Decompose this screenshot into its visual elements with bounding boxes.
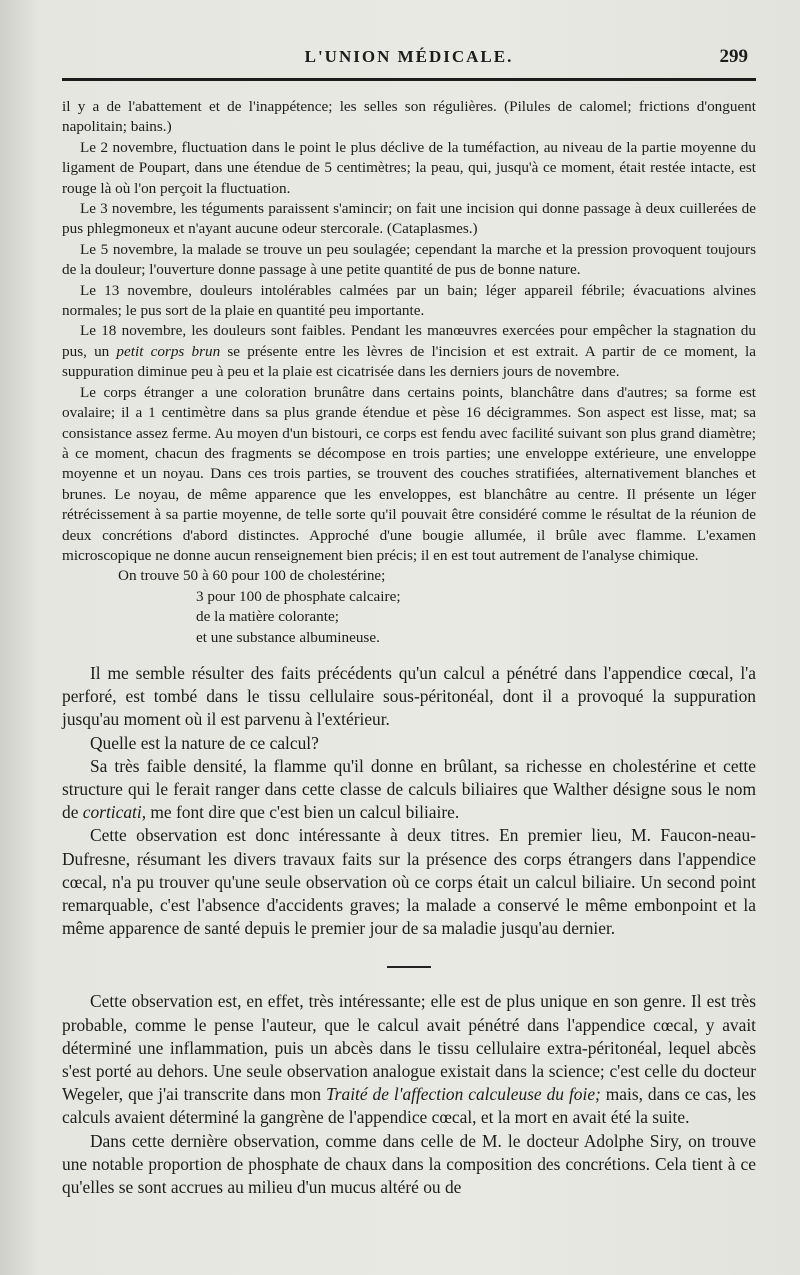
header-rule — [62, 78, 756, 81]
analysis-line-3: de la matière colorante; — [196, 608, 339, 626]
paragraph-question: Quelle est la nature de ce calcul? — [90, 732, 319, 753]
analysis-line-1: On trouve 50 à 60 pour 100 de cholestérine; — [118, 567, 386, 585]
running-head — [62, 40, 756, 74]
paragraph-foreign-body: Le corps étranger a une coloration brunâtre dans certains points, blanchâtre dans d'autres; sa forme est ovalaire; il a 1 centimètre dans sa plus grande étendue et pèse 16 décigrammes. Son aspect est lisse, mat; sa consistance assez ferme. Au moyen d'un bistouri, ce corps est fendu avec facilité suivant son plus grand diamètre; à ce moment, chacun des fragments se décompose en trois parties; une enveloppe extérieure, une enveloppe moyenne et un noyau. Dans ces trois parties, se trouvent des couches stratifiées, alternativement blanches et brunes. Le noyau, de même apparence que les enveloppes, est blanchâtre au centre. Il présente un léger rétrécissement à sa partie moyenne, de telle sorte qu'il pouvait être considéré comme le résultat de la réunion de deux concrétions d'abord distinctes. Approché d'une bougie allumée, il brûle avec flamme. L'examen microscopique ne donne aucun renseignement bien précis; il en est tout autrement de l'analyse chimique. — [62, 383, 756, 564]
paragraph-nov-3: Le 3 novembre, les téguments paraissent s'amincir; on fait une incision qui donne passage à deux cuillerées de pus phlegmoneux et n'ayant aucune odeur stercorale. (Cataplasmes.) — [62, 200, 756, 238]
analysis-line-2: 3 pour 100 de phosphate calcaire; — [196, 587, 401, 605]
text-run: mais, dans ce cas, les calculs avaient déterminé la gangrène de l'appendice cœcal, et la mort en avait été la suite. — [62, 1084, 756, 1128]
paragraph-nov-13: Le 13 novembre, douleurs intolérables calmées par un bain; léger appareil fébrile; évacuations alvines normales; le pus sort de la plaie en quantité peu importante. — [62, 281, 756, 320]
paragraph-nature — [62, 755, 756, 825]
paragraph-continued: il y a de l'abattement et de l'inappétence; les selles son régulières. (Pilules de calomel; frictions d'onguent napolitain; bains.) — [62, 98, 756, 136]
paragraph-interest: Cette observation est donc intéressante à deux titres. En premier lieu, M. Faucon-neau-Dufresne, résumant les divers travaux faits sur la présence des corps étrangers dans l'appendice cœcal, n'a pu trouver qu'une seule observation où ce corps était un calcul biliaire. Un second point remarquable, c'est l'absence d'accidents graves; la malade a conservé le même embonpoint et la même apparence de santé depuis le premier jour de sa maladie jusqu'au dernier. — [62, 825, 756, 939]
paragraph-nov-5: Le 5 novembre, la malade se trouve un peu soulagée; cependant la marche et la pression provoquent toujours de la douleur; l'ouverture donne passage à une petite quantité de pus de bonne nature. — [62, 240, 756, 279]
commentary-section — [62, 662, 756, 1199]
paragraph-nov-18 — [62, 321, 756, 382]
italic-run: Traité de l'affection calculeuse du foie; — [326, 1084, 601, 1105]
section-separator — [387, 966, 431, 968]
italic-run: petit corps brun — [116, 342, 221, 360]
analysis-line-4: et une substance albumineuse. — [196, 628, 380, 646]
journal-title: L'UNION MÉDICALE. — [304, 47, 514, 66]
paragraph-editor-comment — [62, 990, 756, 1129]
text-run: Sa très faible densité, la flamme qu'il donne en brûlant, sa richesse en cholestérine et cette structure qui le ferait ranger dans cette classe de calculs biliaires que Walther désigne sous le nom de — [62, 755, 756, 823]
paragraph-last: Dans cette dernière observation, comme dans celle de M. le docteur Adolphe Siry, on trouve une notable proportion de phosphate de chaux dans la composition des concrétions. Cela tient à ce qu'elles se sont accrues au milieu d'un mucus altéré ou de — [62, 1130, 756, 1198]
text-run: se présente entre les lèvres de l'incision et est extrait. A partir de ce moment, la suppuration diminue peu à peu et la plaie est cicatrisée dans les derniers jours de novembre. — [62, 342, 756, 381]
page-number: 299 — [719, 46, 748, 67]
italic-run: corticati, — [82, 802, 147, 823]
paragraph-nov-2: Le 2 novembre, fluctuation dans le point le plus déclive de la tuméfaction, au niveau de la partie moyenne du ligament de Poupart, dans une étendue de 5 centimètres; la peau, qui, jusqu'à ce moment, était restée intacte, est rouge là où l'on perçoit la fluctuation. — [62, 138, 756, 197]
paragraph-conclusion: Il me semble résulter des faits précédents qu'un calcul a pénétré dans l'appendice cœcal, l'a perforé, est tombé dans le tissu cellulaire sous-péritonéal, dont il a provoqué la suppuration jusqu'au moment où il est parvenu à l'extérieur. — [62, 662, 756, 730]
text-run: Cette observation est, en effet, très intéressante; elle est de plus unique en son genre. Il est très probable, comme le pense l'auteur, que le calcul avait pénétré dans l'appendice cœcal, y avait déterminé une inflammation, puis un abcès dans le tissu cellulaire extra-péritonéal, lequel abcès s'est porté au dehors. Une seule observation analogue existait dans la science; c'est celle du docteur Wegeler, que j'ai transcrite dans mon — [62, 991, 756, 1105]
case-report-section — [62, 97, 756, 648]
text-run: me font dire que c'est bien un calcul biliaire. — [146, 802, 460, 823]
text-run: Le 18 novembre, les douleurs sont faibles. Pendant les manœuvres exercées pour empêcher la stagnation du pus, un — [62, 322, 756, 360]
